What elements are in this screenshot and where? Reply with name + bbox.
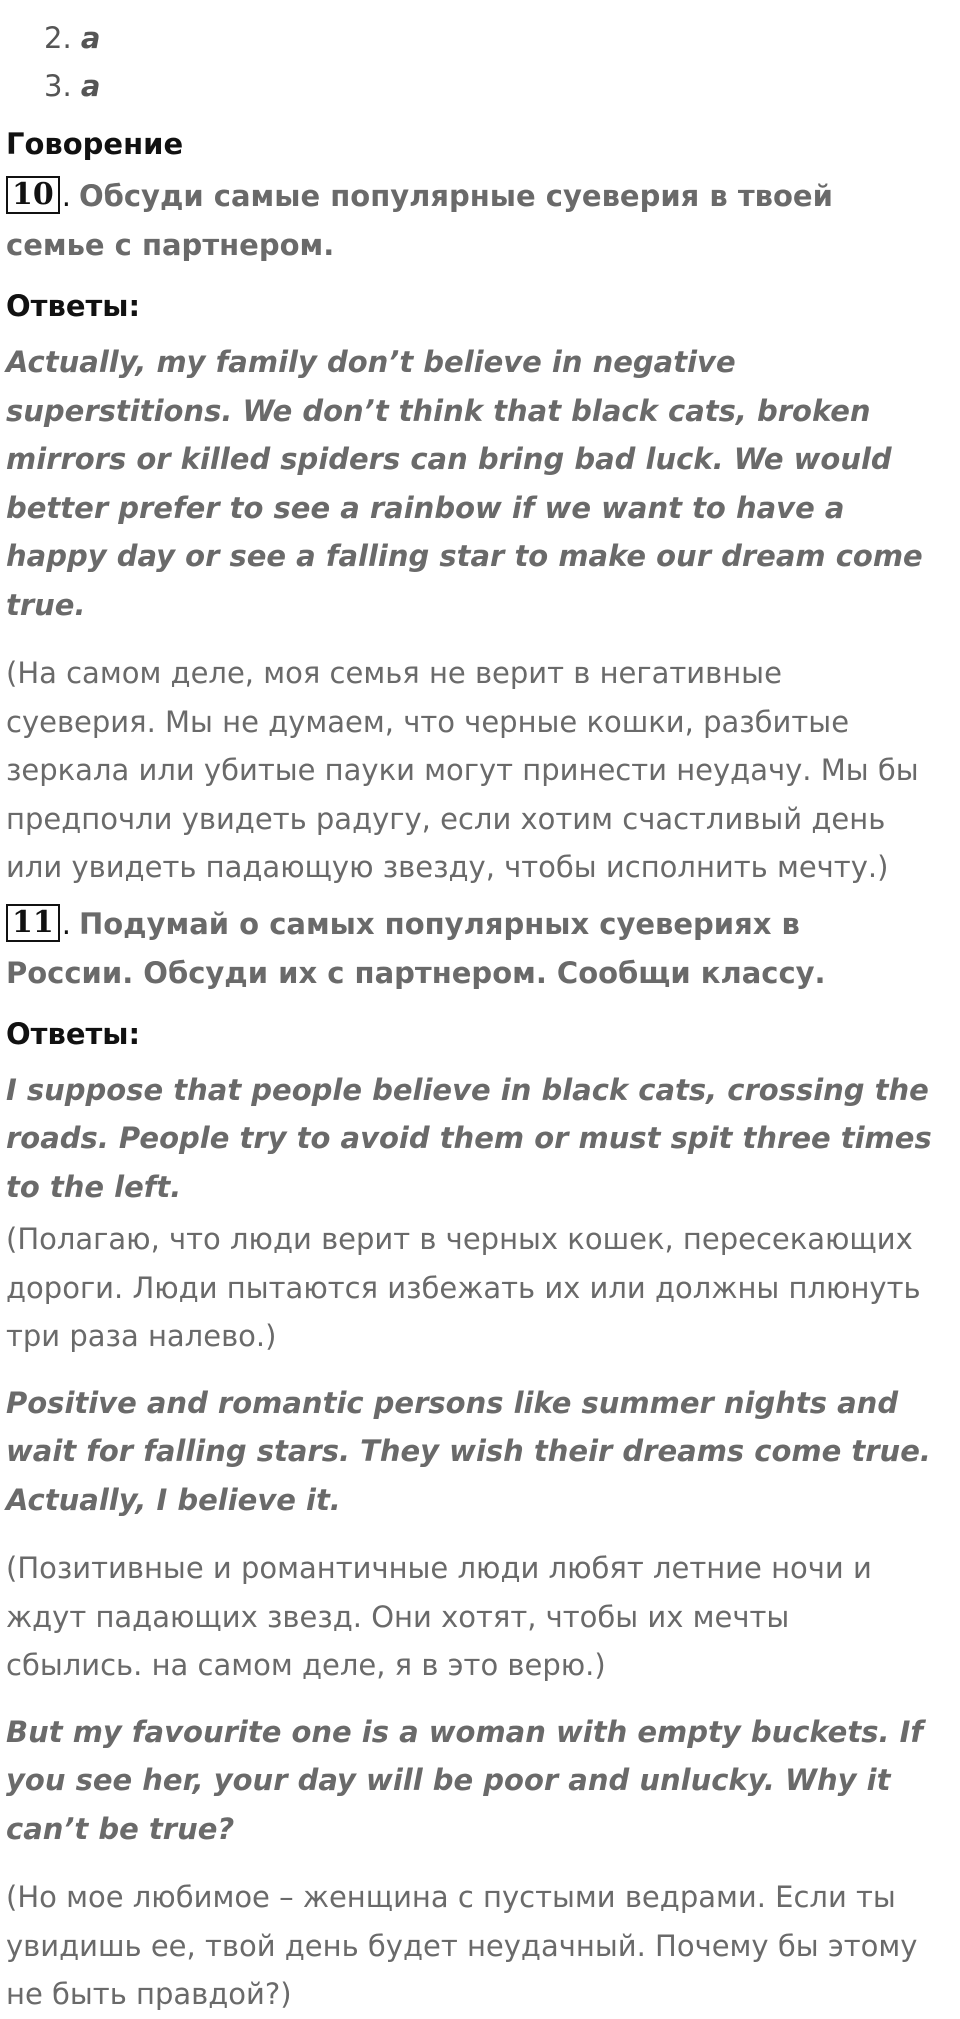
task-text: Обсуди самые популярные суеверия в твоей семье с партнером.: [6, 179, 833, 262]
list-item-number: 2.: [44, 21, 72, 55]
answer-english: Actually, my family don’t believe in negative superstitions. We don’t think that black cats, broken mirrors or killed spiders can bring bad luck. We would better prefer to see a rainbow if we want to have a happy day or see a falling star to make our dream come true.: [6, 345, 923, 622]
task-number-dot: .: [61, 906, 71, 941]
answer-russian: (Но мое любимое – женщина с пустыми ведрами. Если ты увидишь ее, твой день будет неудачный. Почему бы этому не быть правдой?): [6, 1880, 918, 2011]
section-heading: Говорение: [6, 127, 184, 161]
answers-label: Ответы:: [6, 1016, 141, 1051]
list-item: [44, 14, 934, 62]
answers-label: Ответы:: [6, 289, 141, 323]
answer-english: But my favourite one is a woman with empty buckets. If you see her, your day will be poor and unlucky. Why it can’t be true?: [6, 1714, 923, 1846]
list-item-number: 3.: [44, 69, 72, 103]
answer-list: [6, 0, 934, 110]
answer-russian: (Полагаю, что люди верит в черных кошек, пересекающих дороги. Люди пытаются избежать их или должны плюнуть три раза налево.): [6, 1222, 921, 1353]
answer-russian: (На самом деле, моя семья не верит в негативные суеверия. Мы не думаем, что черные кошки, разбитые зеркала или убитые пауки могут принести неудачу. Мы бы предпочли увидеть радугу, если хотим счастливый день или увидеть падающую звезду, чтобы исполнить мечту.): [6, 656, 919, 884]
task-10: [6, 172, 934, 270]
answer-english: Positive and romantic persons like summer nights and wait for falling stars. They wish their dreams come true. Actually, I believe it.: [6, 1385, 931, 1517]
task-number-box: 10: [6, 176, 60, 214]
list-item-value: a: [80, 69, 101, 103]
list-item: [44, 62, 934, 110]
task-text: Подумай о самых популярных суевериях в России. Обсуди их с партнером. Сообщи классу.: [6, 906, 826, 990]
task-number-box: 11: [6, 904, 60, 942]
task-11: [6, 900, 934, 998]
answer-english: I suppose that people believe in black cats, crossing the roads. People try to avoid them or must spit three times to the left.: [6, 1072, 932, 1204]
task-number-dot: .: [61, 179, 71, 213]
answer-russian: (Позитивные и романтичные люди любят летние ночи и ждут падающих звезд. Они хотят, чтобы их мечты сбылись. на самом деле, я в это верю.): [6, 1551, 872, 1682]
list-item-value: a: [80, 21, 101, 55]
